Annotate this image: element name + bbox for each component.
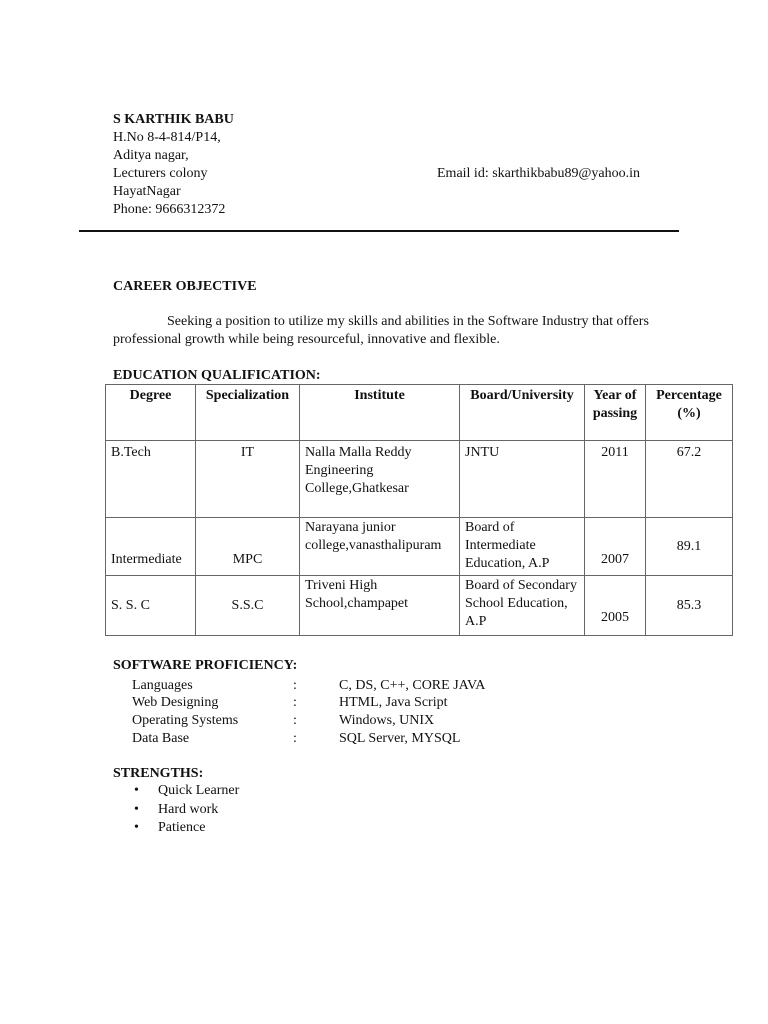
strength-text: Quick Learner [158, 783, 240, 798]
skill-value: C, DS, C++, CORE JAVA [339, 678, 486, 693]
skill-value: SQL Server, MYSQL [339, 731, 461, 746]
percentage-cell: 89.1 [646, 518, 733, 576]
header-divider [79, 230, 679, 232]
specialization-cell: MPC [196, 518, 300, 576]
career-objective-heading: CAREER OBJECTIVE [113, 279, 257, 294]
table-row [106, 441, 733, 518]
strengths-heading: STRENGTHS: [113, 766, 204, 781]
bullet-icon: • [134, 783, 139, 798]
board-cell: JNTU [460, 441, 585, 518]
column-header: Specialization [196, 385, 300, 441]
strengths-list [113, 782, 239, 838]
education-table [105, 384, 733, 636]
list-item [113, 782, 239, 801]
skill-separator: : [293, 731, 297, 746]
address-line-1: H.No 8-4-814/P14, [113, 130, 221, 145]
strength-text: Patience [158, 820, 206, 835]
strength-text: Hard work [158, 801, 219, 817]
skill-value: HTML, Java Script [339, 695, 448, 710]
table-row [106, 518, 733, 576]
column-header: Institute [300, 385, 460, 441]
degree-cell: B.Tech [106, 441, 196, 518]
career-objective-body: Seeking a position to utilize my skills and abilities in the Software Industry that offers professional growth while being resourceful, innovative and flexible. [113, 314, 649, 347]
skill-value: Windows, UNIX [339, 713, 435, 728]
year-cell: 2007 [585, 518, 646, 576]
table-row [106, 576, 733, 636]
bullet-icon: • [134, 820, 139, 835]
skill-label: Operating Systems [132, 713, 239, 728]
specialization-cell: S.S.C [196, 576, 300, 636]
software-heading: SOFTWARE PROFICIENCY: [113, 658, 298, 673]
institute-cell: Narayana junior college,vanasthalipuram [300, 518, 460, 576]
skill-separator: : [293, 695, 297, 710]
degree-cell: S. S. C [106, 576, 196, 636]
address-line-2: Aditya nagar, [113, 148, 189, 163]
percentage-cell: 67.2 [646, 441, 733, 518]
skill-separator: : [293, 678, 297, 693]
phone-number: Phone: 9666312372 [113, 202, 226, 217]
career-objective-text [113, 313, 673, 349]
percentage-cell: 85.3 [646, 576, 733, 636]
address-line-4: HayatNagar [113, 184, 181, 199]
list-item [113, 819, 239, 838]
list-item [113, 801, 239, 820]
email-address: Email id: skarthikbabu89@yahoo.in [437, 166, 641, 181]
degree-cell: Intermediate [106, 518, 196, 576]
column-header: Percentage (%) [646, 385, 733, 441]
board-cell: Board of Secondary School Education, A.P [460, 576, 585, 636]
address-line-3: Lecturers colony [113, 166, 208, 181]
column-header: Year of passing [585, 385, 646, 441]
specialization-cell: IT [196, 441, 300, 518]
column-header: Degree [106, 385, 196, 441]
institute-cell: Triveni High School,champapet [300, 576, 460, 636]
board-cell: Board of Intermediate Education, A.P [460, 518, 585, 576]
skill-label: Languages [132, 678, 193, 693]
skill-label: Web Designing [132, 695, 219, 710]
column-header: Board/University [460, 385, 585, 441]
table-header-row [106, 385, 733, 441]
skill-label: Data Base [132, 731, 190, 746]
bullet-icon: • [134, 801, 139, 817]
year-cell: 2011 [585, 441, 646, 518]
candidate-name: S KARTHIK BABU [113, 112, 234, 127]
institute-cell: Nalla Malla Reddy Engineering College,Ghatkesar [300, 441, 460, 518]
year-cell: 2005 [585, 576, 646, 636]
education-heading: EDUCATION QUALIFICATION: [113, 368, 321, 383]
skill-separator: : [293, 713, 297, 728]
